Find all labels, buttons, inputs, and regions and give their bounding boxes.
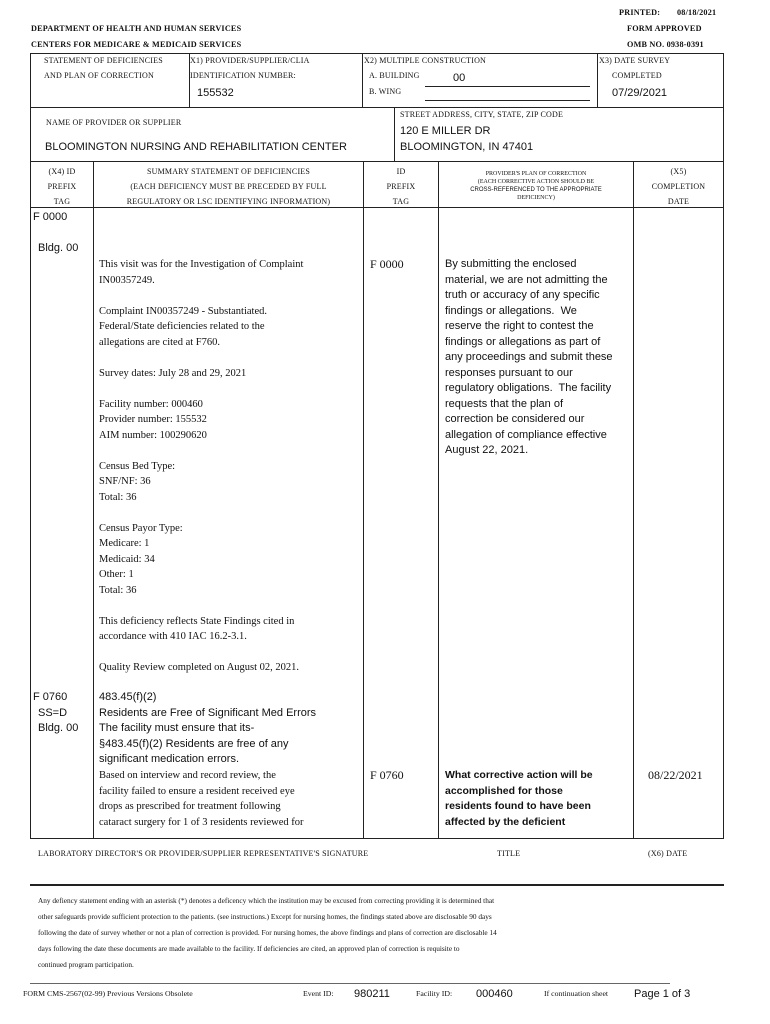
x4-header: [31, 164, 93, 209]
date-survey-label: X3) DATE SURVEY: [599, 56, 671, 65]
grid-line: [93, 161, 94, 838]
summary-text-2-regulation: 483.45(f)(2) Residents are Free of Significant Med Errors The facility must ensure that its- §483.45(f)(2) Residents are free of any significant medication errors.: [99, 691, 317, 765]
provider-id-label: X1) PROVIDER/SUPPLIER/CLIA: [190, 56, 310, 65]
id-header-line: ID: [396, 167, 406, 176]
x4-header-line: PREFIX: [47, 182, 77, 191]
prefix-tag-f0760: F 0760: [33, 691, 68, 703]
x5-header-line: (X5): [670, 167, 687, 176]
title-label: TITLE: [497, 849, 521, 858]
grid-line: [30, 161, 724, 162]
provider-name-label: NAME OF PROVIDER OR SUPPLIER: [46, 118, 182, 127]
footer-rule: [30, 983, 670, 984]
wing-underline: [425, 100, 590, 101]
summary-header-line: SUMMARY STATEMENT OF DEFICIENCIES: [146, 167, 311, 176]
plan-header-line: PROVIDER'S PLAN OF CORRECTION: [485, 171, 587, 177]
event-id-value: 980211: [354, 988, 390, 1000]
summary-header: [94, 164, 363, 209]
id-header-line: PREFIX: [386, 182, 416, 191]
continuation-label: If continuation sheet: [544, 989, 609, 998]
date-survey-label-2: COMPLETED: [612, 71, 662, 80]
grid-line: [363, 161, 364, 838]
grid-line: [30, 53, 724, 54]
footnote-text: Any defiency statement ending with an asterisk (*) denotes a deficency which the institution may be excused from correcting providing it is determined that other safeguards provide sufficient protection to the patients. (see instructions.) Except for nursing homes, the findings stated above are disclosable 90 days following the date of survey whether or not a plan of correction is provided. For nursing homes, the above findings and plans of correction are disclosable 14 days following the date these documents are made available to the facility. If deficiencies are cited, an approved plan of correction is requisite to continued program participation.: [38, 896, 497, 969]
facility-id-value: 000460: [476, 988, 513, 1000]
grid-line: [362, 53, 363, 107]
provider-id-number: 155532: [197, 87, 234, 99]
address-line-2: BLOOMINGTON, IN 47401: [400, 141, 534, 153]
prefix-tag-f0000: F 0000: [33, 211, 68, 223]
department-title: DEPARTMENT OF HEALTH AND HUMAN SERVICES: [31, 24, 242, 33]
grid-line: [438, 161, 439, 838]
building-label: A. BUILDING: [369, 71, 420, 80]
divider-line: [30, 884, 724, 886]
statement-label: STATEMENT OF DEFICIENCIES: [44, 56, 163, 65]
address-line-1: 120 E MILLER DR: [400, 125, 491, 137]
printed-date: 08/18/2021: [677, 8, 717, 17]
prefix-bldg-1: Bldg. 00: [38, 242, 79, 254]
centers-title: CENTERS FOR MEDICARE & MEDICAID SERVICES: [31, 40, 242, 49]
x5-header: [634, 164, 723, 209]
summary-text-2-finding: Based on interview and record review, the facility failed to ensure a resident received eye drops as prescribed for treatment following cataract surgery for 1 of 3 residents reviewed for: [99, 770, 304, 828]
x5-header-line: DATE: [667, 197, 690, 206]
x5-header-line: COMPLETION: [651, 182, 706, 191]
grid-line: [30, 107, 724, 108]
facility-id-label: Facility ID:: [416, 989, 453, 998]
summary-text-1: This visit was for the Investigation of Complaint IN00357249. Complaint IN00357249 - Substantiated. Federal/State deficiencies related to the allegations are cited at F760. Survey dates: July 28 and 29, 2021 Facility number: 000460 Provider number: 155532 AIM number: 100290620 Census Bed Type: SNF/NF: 36 Total: 36 Census Payor Type: Medicare: 1 Medicaid: 34 Other: 1 Total: 36 This deficiency reflects State Findings cited in accordance with 410 IAC 16.2-3.1. Quality Review completed on August 02, 2021.: [99, 259, 304, 673]
plan-text-2: What corrective action will be accomplished for those residents found to have been affected by the deficient: [445, 769, 593, 828]
printed-label: PRINTED:: [619, 8, 661, 17]
provider-name-value: BLOOMINGTON NURSING AND REHABILITATION CENTER: [45, 141, 347, 153]
building-value: 00: [453, 72, 466, 84]
plan-header-line: DEFICIENCY): [517, 195, 555, 201]
summary-header-line: (EACH DEFICIENCY MUST BE PRECEDED BY FULL: [130, 182, 327, 191]
prefix-ss: SS=D: [38, 707, 68, 719]
address-label: STREET ADDRESS, CITY, STATE, ZIP CODE: [400, 110, 564, 119]
date-survey-value: 07/29/2021: [612, 87, 668, 99]
id-header: [364, 164, 438, 209]
plan-text-1: By submitting the enclosed material, we are not admitting the truth or accuracy of any specific findings or allegations. We reserve the right to contest the findings or allegations as part of any proceedings and submit these responses pursuant to our regulatory obligations. The facility requests that the plan of correction be considered our allegation of compliance effective August 22, 2021.: [445, 258, 613, 456]
prefix-bldg-2: Bldg. 00: [38, 722, 79, 734]
multiple-construction-label: X2) MULTIPLE CONSTRUCTION: [364, 56, 487, 65]
wing-label: B. WING: [369, 87, 402, 96]
x4-header-line: (X4) ID: [48, 167, 76, 176]
plan-header: [439, 170, 633, 202]
provider-id-label-2: IDENTIFICATION NUMBER:: [190, 71, 296, 80]
summary-header-line: REGULATORY OR LSC IDENTIFYING INFORMATION): [126, 197, 331, 206]
completion-date-2: 08/22/2021: [648, 768, 703, 782]
plan-header-line: CROSS-REFERENCED TO THE APPROPRIATE: [470, 187, 602, 193]
grid-line: [30, 838, 724, 839]
event-id-label: Event ID:: [303, 989, 334, 998]
plan-header-line: (EACH CORRECTIVE ACTION SHOULD BE: [477, 179, 595, 185]
form-approved: FORM APPROVED: [627, 24, 702, 33]
building-underline: [425, 86, 590, 87]
page-number: Page 1 of 3: [634, 988, 691, 1000]
x6-date-label: (X6) DATE: [648, 849, 688, 858]
id-header-line: TAG: [392, 197, 410, 206]
omb-number: OMB NO. 0938-0391: [627, 40, 704, 49]
statement-label-2: AND PLAN OF CORRECTION: [44, 71, 154, 80]
lab-director-label: LABORATORY DIRECTOR'S OR PROVIDER/SUPPLIER REPRESENTATIVE'S SIGNATURE: [38, 849, 369, 858]
grid-line: [394, 107, 395, 161]
grid-line: [723, 53, 724, 838]
x4-header-line: TAG: [53, 197, 71, 206]
id-tag-f0000: F 0000: [370, 257, 404, 271]
id-tag-f0760: F 0760: [370, 768, 404, 782]
grid-line: [633, 161, 634, 838]
form-number: FORM CMS-2567(02-99) Previous Versions Obsolete: [23, 989, 193, 998]
grid-line: [597, 53, 598, 107]
